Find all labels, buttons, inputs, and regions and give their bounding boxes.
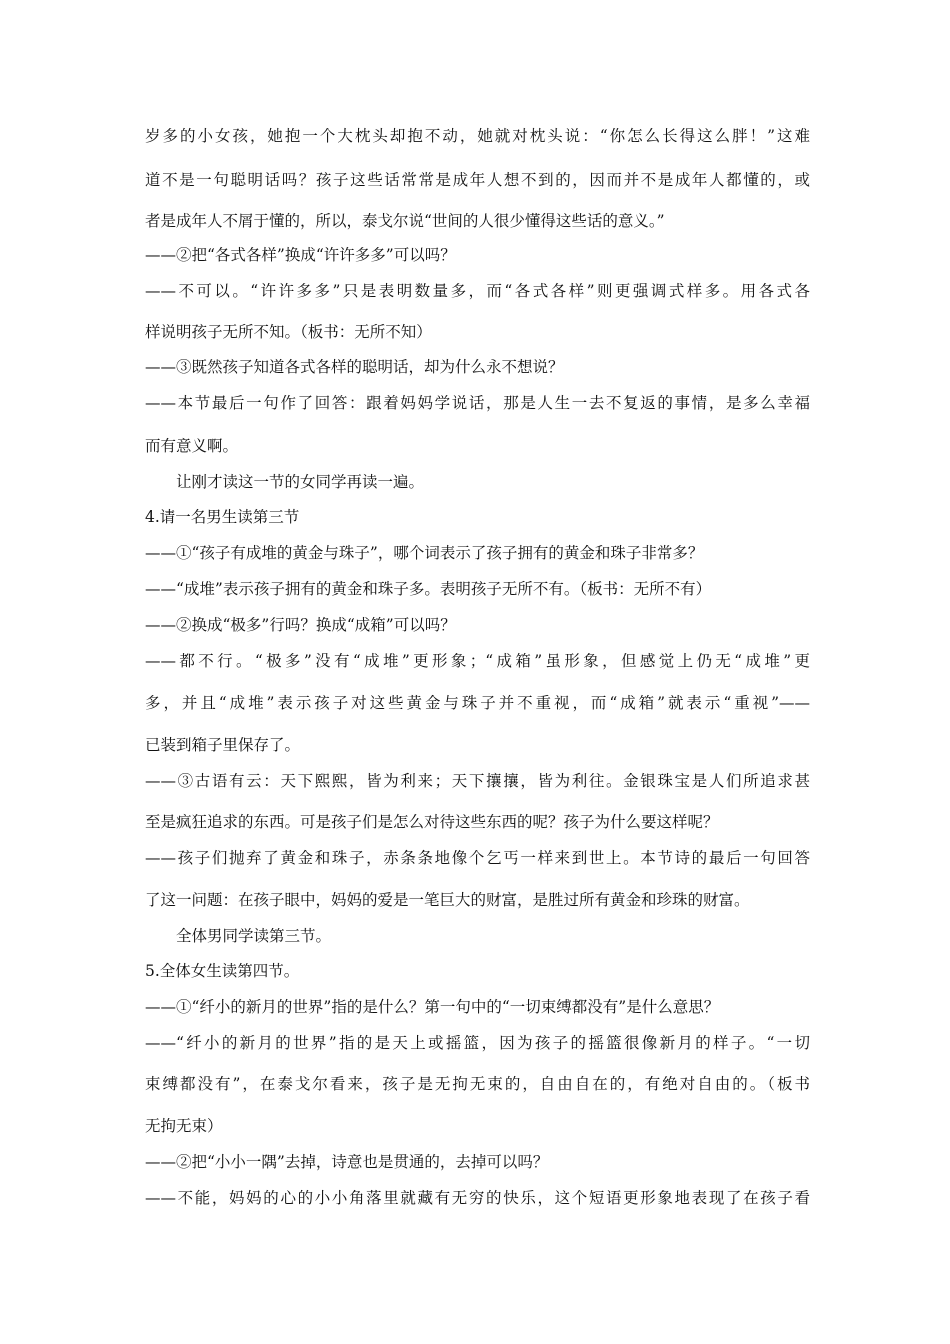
text-line: 无拘无束） bbox=[145, 1117, 223, 1135]
text-line: ——孩子们抛弃了黄金和珠子，赤条条地像个乞丐一样来到世上。本节诗的最后一句回答 bbox=[145, 849, 810, 867]
text-line: 让刚才读这一节的女同学再读一遍。 bbox=[176, 473, 425, 491]
text-line: 多，并且“成堆”表示孩子对这些黄金与珠子并不重视，而“成箱”就表示“重视”—— bbox=[145, 694, 810, 712]
section-heading: 5.全体女生读第四节。 bbox=[145, 962, 300, 980]
text-line: 束缚都没有”，在泰戈尔看来，孩子是无拘无束的，自由自在的，有绝对自由的。（板书 bbox=[145, 1075, 810, 1093]
text-line: 样说明孩子无所不知。（板书：无所不知） bbox=[145, 323, 432, 341]
text-line: ——③既然孩子知道各式各样的聪明话，却为什么永不想说？ bbox=[145, 358, 564, 376]
text-line: ——②把“小小一隅”去掉，诗意也是贯通的，去掉可以吗？ bbox=[145, 1153, 549, 1171]
text-line: 而有意义啊。 bbox=[145, 437, 239, 455]
text-line: 者是成年人不屑于懂的，所以，泰戈尔说“世间的人很少懂得这些话的意义。” bbox=[145, 212, 665, 230]
text-line: ——不可以。“许许多多”只是表明数量多，而“各式各样”则更强调式样多。用各式各 bbox=[145, 282, 810, 300]
section-heading: 4.请一名男生读第三节 bbox=[145, 508, 300, 526]
text-line: ——①“孩子有成堆的黄金与珠子”，哪个词表示了孩子拥有的黄金和珠子非常多？ bbox=[145, 544, 704, 562]
text-line: 全体男同学读第三节。 bbox=[176, 927, 332, 945]
text-line: ——都不行。“极多”没有“成堆”更形象；“成箱”虽形象，但感觉上仍无“成堆”更 bbox=[145, 652, 810, 670]
text-line: ——“成堆”表示孩子拥有的黄金和珠子多。表明孩子无所不有。（板书：无所不有） bbox=[145, 580, 712, 598]
text-line: ——本节最后一句作了回答：跟着妈妈学说话，那是人生一去不复返的事情，是多么幸福 bbox=[145, 394, 810, 412]
text-line: ——②换成“极多”行吗？换成“成箱”可以吗？ bbox=[145, 616, 456, 634]
text-line: 岁多的小女孩，她抱一个大枕头却抱不动，她就对枕头说：“你怎么长得这么胖！”这难 bbox=[145, 127, 810, 145]
text-line: ——①“纤小的新月的世界”指的是什么？第一句中的“一切束缚都没有”是什么意思？ bbox=[145, 998, 720, 1016]
text-line: 道不是一句聪明话吗？孩子这些话常常是成年人想不到的，因而并不是成年人都懂的，或 bbox=[145, 171, 810, 189]
text-line: 已装到箱子里保存了。 bbox=[145, 736, 301, 754]
text-line: ——不能，妈妈的心的小小角落里就藏有无穷的快乐，这个短语更形象地表现了在孩子看 bbox=[145, 1189, 810, 1207]
text-line: 了这一问题：在孩子眼中，妈妈的爱是一笔巨大的财富，是胜过所有黄金和珍珠的财富。 bbox=[145, 891, 750, 909]
text-line: ——②把“各式各样”换成“许许多多”可以吗？ bbox=[145, 246, 456, 264]
text-line: ——“纤小的新月的世界”指的是天上或摇篮，因为孩子的摇篮很像新月的样子。“一切 bbox=[145, 1034, 810, 1052]
text-line: 至是疯狂追求的东西。可是孩子们是怎么对待这些东西的呢？孩子为什么要这样呢？ bbox=[145, 813, 719, 831]
text-line: ——③古语有云：天下熙熙，皆为利来；天下攘攘，皆为利往。金银珠宝是人们所追求甚 bbox=[145, 772, 810, 790]
